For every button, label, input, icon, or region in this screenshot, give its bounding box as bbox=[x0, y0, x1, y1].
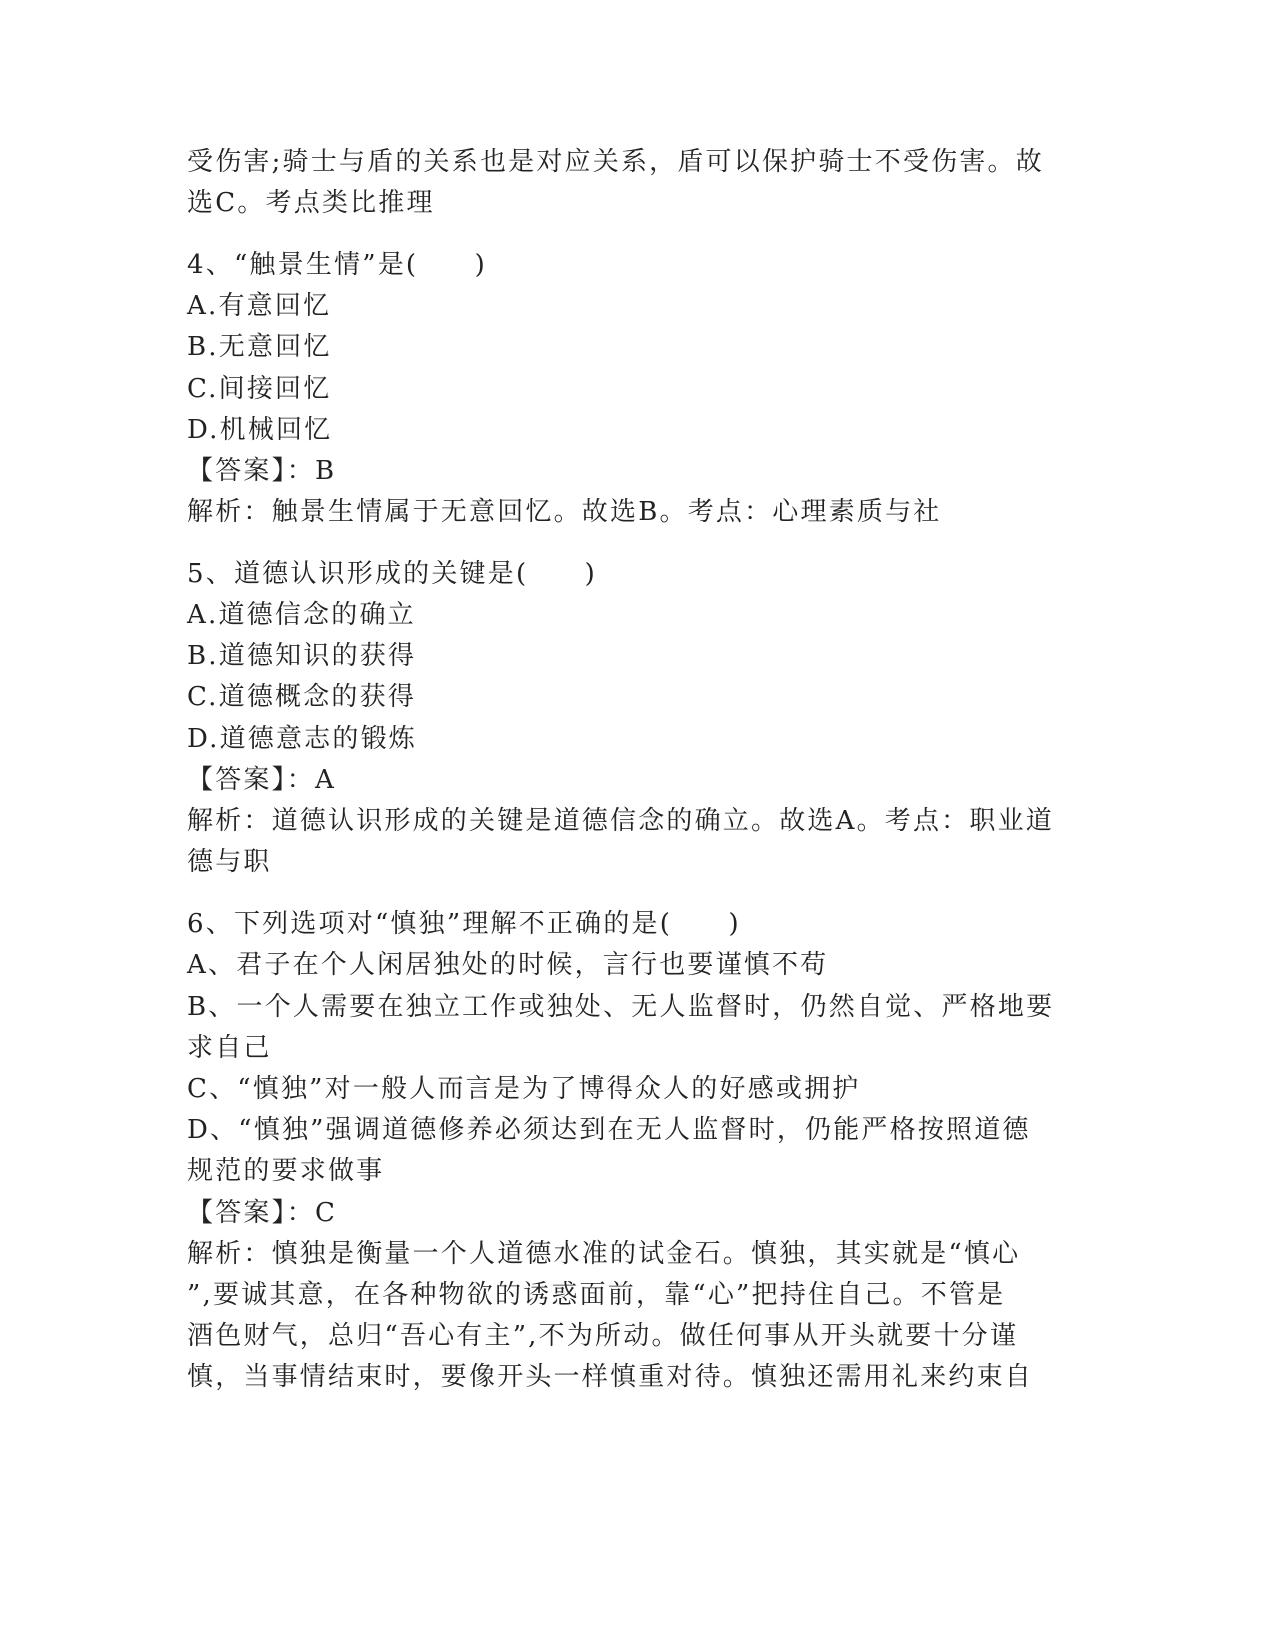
q4-option-c: C.间接回忆 bbox=[187, 374, 332, 404]
q5-stem: 5、道德认识形成的关键是( ) bbox=[187, 559, 598, 589]
q6-stem: 6、下列选项对“慎独”理解不正确的是( ) bbox=[187, 909, 741, 939]
q5-answer: 【答案】：A bbox=[187, 765, 336, 795]
q4-option-a: A.有意回忆 bbox=[187, 291, 332, 321]
q5-analysis-line: 解析：道德认识形成的关键是道德信念的确立。故选A。考点：职业道 bbox=[187, 806, 1054, 836]
q5-analysis-line: 德与职 bbox=[187, 847, 272, 877]
q3-analysis-line: 受伤害;骑士与盾的关系也是对应关系，盾可以保护骑士不受伤害。故 bbox=[187, 147, 1044, 177]
q4-option-d: D.机械回忆 bbox=[187, 415, 333, 445]
q6-analysis-line: 慎，当事情结束时，要像开头一样慎重对待。慎独还需用礼来约束自 bbox=[187, 1362, 1034, 1392]
q3-analysis-line: 选C。考点类比推理 bbox=[187, 188, 435, 218]
q4-answer: 【答案】：B bbox=[187, 456, 337, 486]
q6-option-b-cont: 求自己 bbox=[187, 1033, 272, 1063]
q6-analysis-line: 酒色财气，总归“吾心有主”,不为所动。做任何事从开头就要十分谨 bbox=[187, 1321, 1019, 1351]
q5-option-c: C.道德概念的获得 bbox=[187, 682, 417, 712]
q6-option-c: C、“慎独”对一般人而言是为了博得众人的好感或拥护 bbox=[187, 1074, 861, 1104]
q6-option-a: A、君子在个人闲居独处的时候，言行也要谨慎不苟 bbox=[187, 950, 829, 980]
q4-stem: 4、“触景生情”是( ) bbox=[187, 250, 488, 280]
q4-analysis-line: 解析：触景生情属于无意回忆。故选B。考点：心理素质与社 bbox=[187, 497, 942, 527]
q5-option-b: B.道德知识的获得 bbox=[187, 641, 417, 671]
q6-analysis-line: ”,要诚其意，在各种物欲的诱惑面前，靠“心”把持住自己。不管是 bbox=[187, 1280, 1006, 1310]
q5-option-d: D.道德意志的锻炼 bbox=[187, 724, 417, 754]
q4-option-b: B.无意回忆 bbox=[187, 332, 332, 362]
q6-analysis-line: 解析：慎独是衡量一个人道德水准的试金石。慎独，其实就是“慎心 bbox=[187, 1239, 1021, 1269]
q6-option-b: B、一个人需要在独立工作或独处、无人监督时，仍然自觉、严格地要 bbox=[187, 992, 1055, 1022]
q6-option-d-cont: 规范的要求做事 bbox=[187, 1156, 385, 1186]
q6-option-d: D、“慎独”强调道德修养必须达到在无人监督时，仍能严格按照道德 bbox=[187, 1115, 1031, 1145]
q5-option-a: A.道德信念的确立 bbox=[187, 600, 416, 630]
q6-answer: 【答案】：C bbox=[187, 1198, 338, 1228]
